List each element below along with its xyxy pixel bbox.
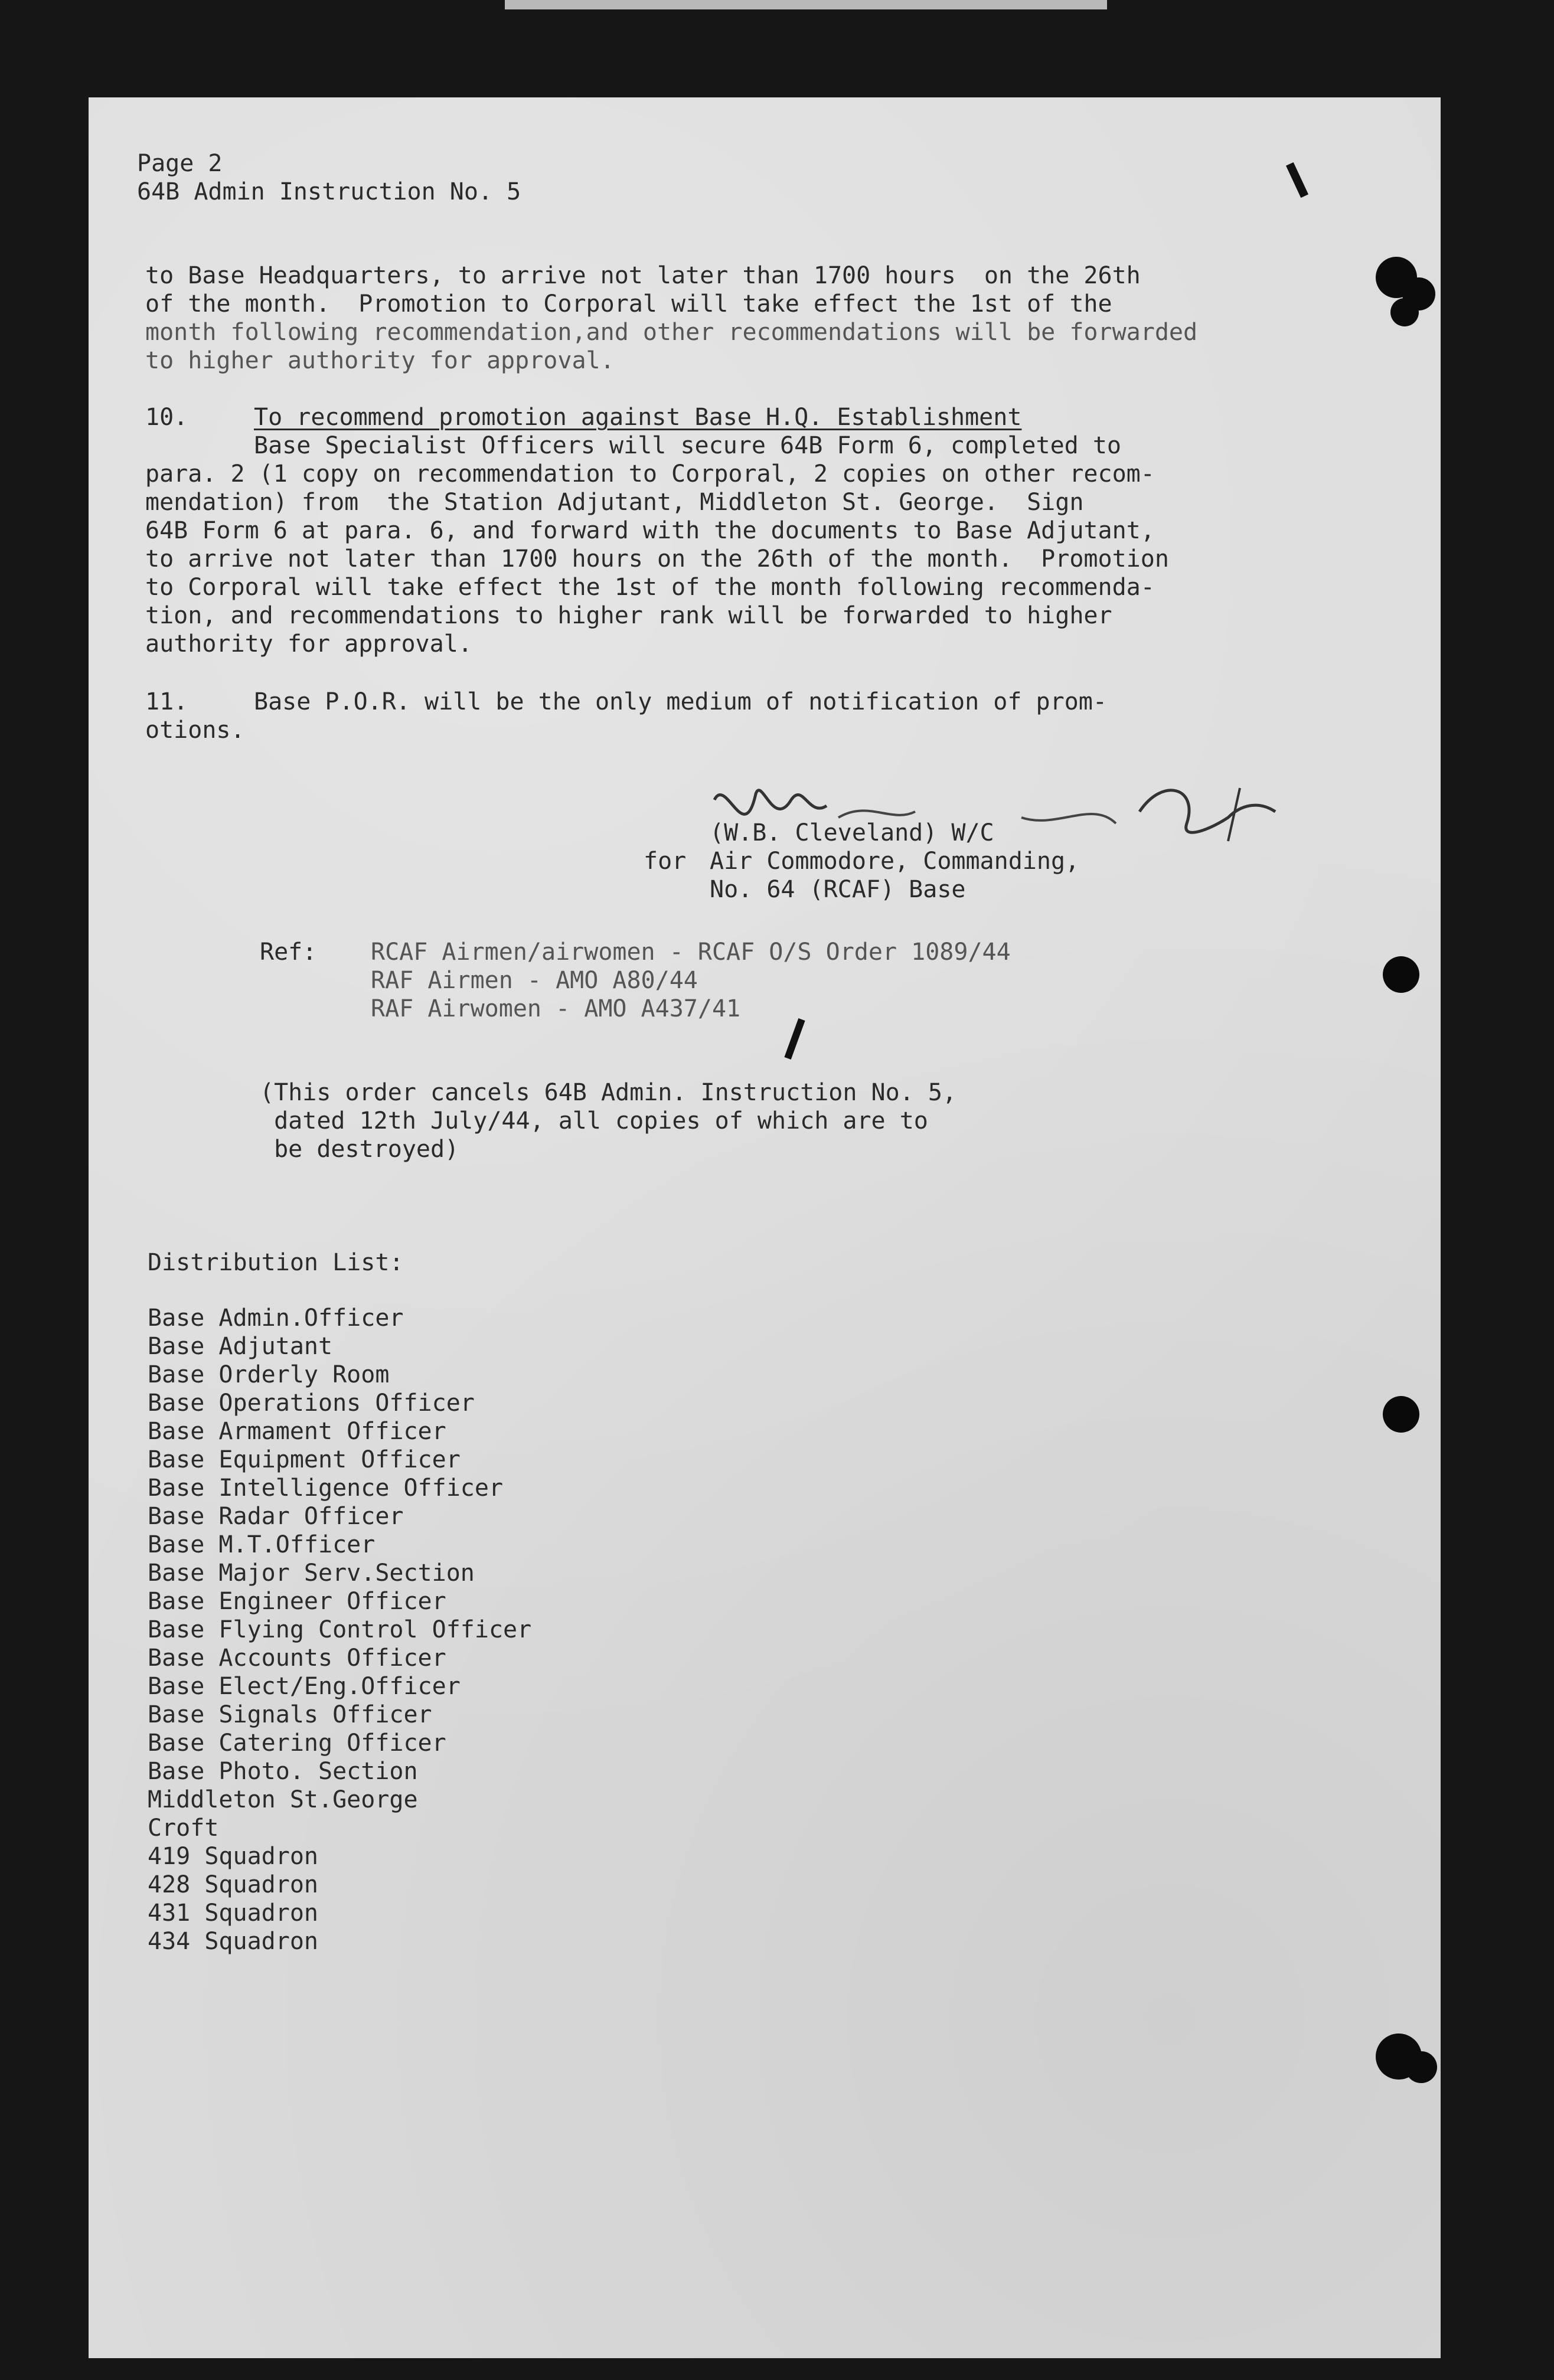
- para9-line: to higher authority for approval.: [145, 347, 615, 374]
- para-number: 10.: [145, 404, 188, 431]
- para10-line: authority for approval.: [145, 630, 472, 658]
- list-item: Base M.T.Officer: [148, 1531, 376, 1558]
- signatory-unit: No. 64 (RCAF) Base: [710, 876, 966, 903]
- para9-line: of the month. Promotion to Corporal will take effect the 1st of the: [145, 290, 1112, 318]
- ref-label: Ref:: [260, 939, 317, 966]
- ink-mark: [1286, 162, 1308, 198]
- list-item: 434 Squadron: [148, 1928, 318, 1955]
- para10-line: to arrive not later than 1700 hours on the 26th of the month. Promotion: [145, 545, 1169, 573]
- para11-line: otions.: [145, 717, 245, 744]
- para10-line: 64B Form 6 at para. 6, and forward with the documents to Base Adjutant,: [145, 517, 1155, 544]
- list-item: Base Engineer Officer: [148, 1588, 446, 1615]
- list-item: 419 Squadron: [148, 1843, 318, 1870]
- para10-line: tion, and recommendations to higher rank will be forwarded to higher: [145, 602, 1112, 629]
- distribution-title: Distribution List:: [148, 1249, 404, 1276]
- para10-line: Base Specialist Officers will secure 64B Form 6, completed to: [254, 432, 1122, 459]
- para9-line: month following recommendation,and other recommendations will be forwarded: [145, 319, 1198, 346]
- note-line: dated 12th July/44, all copies of which are to: [260, 1107, 928, 1135]
- document-page: [89, 97, 1441, 2358]
- list-item: Base Catering Officer: [148, 1730, 446, 1757]
- list-item: Base Armament Officer: [148, 1418, 446, 1445]
- signatory-title: Air Commodore, Commanding,: [710, 848, 1080, 875]
- ref-item: RAF Airmen - AMO A80/44: [371, 967, 698, 994]
- punch-hole: [1383, 956, 1419, 993]
- para10-line: mendation) from the Station Adjutant, Middleton St. George. Sign: [145, 489, 1084, 516]
- list-item: Base Admin.Officer: [148, 1305, 404, 1332]
- list-item: Base Accounts Officer: [148, 1645, 446, 1672]
- ref-item: RCAF Airmen/airwomen - RCAF O/S Order 1089/44: [371, 939, 1011, 966]
- ref-item: RAF Airwomen - AMO A437/41: [371, 995, 741, 1022]
- para10-line: to Corporal will take effect the 1st of the month following recommenda-: [145, 574, 1155, 601]
- list-item: Base Elect/Eng.Officer: [148, 1673, 461, 1700]
- list-item: Base Equipment Officer: [148, 1446, 461, 1473]
- para11-line: Base P.O.R. will be the only medium of notification of prom-: [254, 688, 1107, 715]
- list-item: 428 Squadron: [148, 1871, 318, 1898]
- pen-mark: [784, 1018, 805, 1060]
- list-item: Base Photo. Section: [148, 1758, 418, 1785]
- list-item: Base Operations Officer: [148, 1390, 475, 1417]
- list-item: Base Major Serv.Section: [148, 1560, 475, 1587]
- list-item: Base Intelligence Officer: [148, 1475, 504, 1502]
- list-item: Croft: [148, 1815, 219, 1842]
- list-item: Base Radar Officer: [148, 1503, 404, 1530]
- para9-line: to Base Headquarters, to arrive not later than 1700 hours on the 26th: [145, 262, 1141, 289]
- list-item: Base Flying Control Officer: [148, 1616, 532, 1643]
- note-line: (This order cancels 64B Admin. Instruction No. 5,: [260, 1079, 957, 1106]
- punch-hole: [1383, 1396, 1419, 1433]
- signature-for: for: [644, 848, 687, 875]
- list-item: Base Signals Officer: [148, 1701, 432, 1728]
- list-item: Middleton St.George: [148, 1786, 418, 1813]
- para10-line: para. 2 (1 copy on recommendation to Corporal, 2 copies on other recom-: [145, 460, 1155, 488]
- note-line: be destroyed): [260, 1136, 459, 1163]
- list-item: Base Adjutant: [148, 1333, 333, 1360]
- punch-hole: [1405, 2051, 1437, 2083]
- para-number: 11.: [145, 688, 188, 715]
- film-edge-strip: [505, 0, 1107, 9]
- page-number: Page 2: [137, 150, 223, 177]
- instruction-title: 64B Admin Instruction No. 5: [137, 178, 521, 205]
- list-item: 431 Squadron: [148, 1900, 318, 1927]
- para-heading: To recommend promotion against Base H.Q. Establishment: [254, 404, 1022, 431]
- signatory-name: (W.B. Cleveland) W/C: [710, 819, 994, 846]
- punch-hole: [1390, 298, 1419, 326]
- list-item: Base Orderly Room: [148, 1361, 390, 1388]
